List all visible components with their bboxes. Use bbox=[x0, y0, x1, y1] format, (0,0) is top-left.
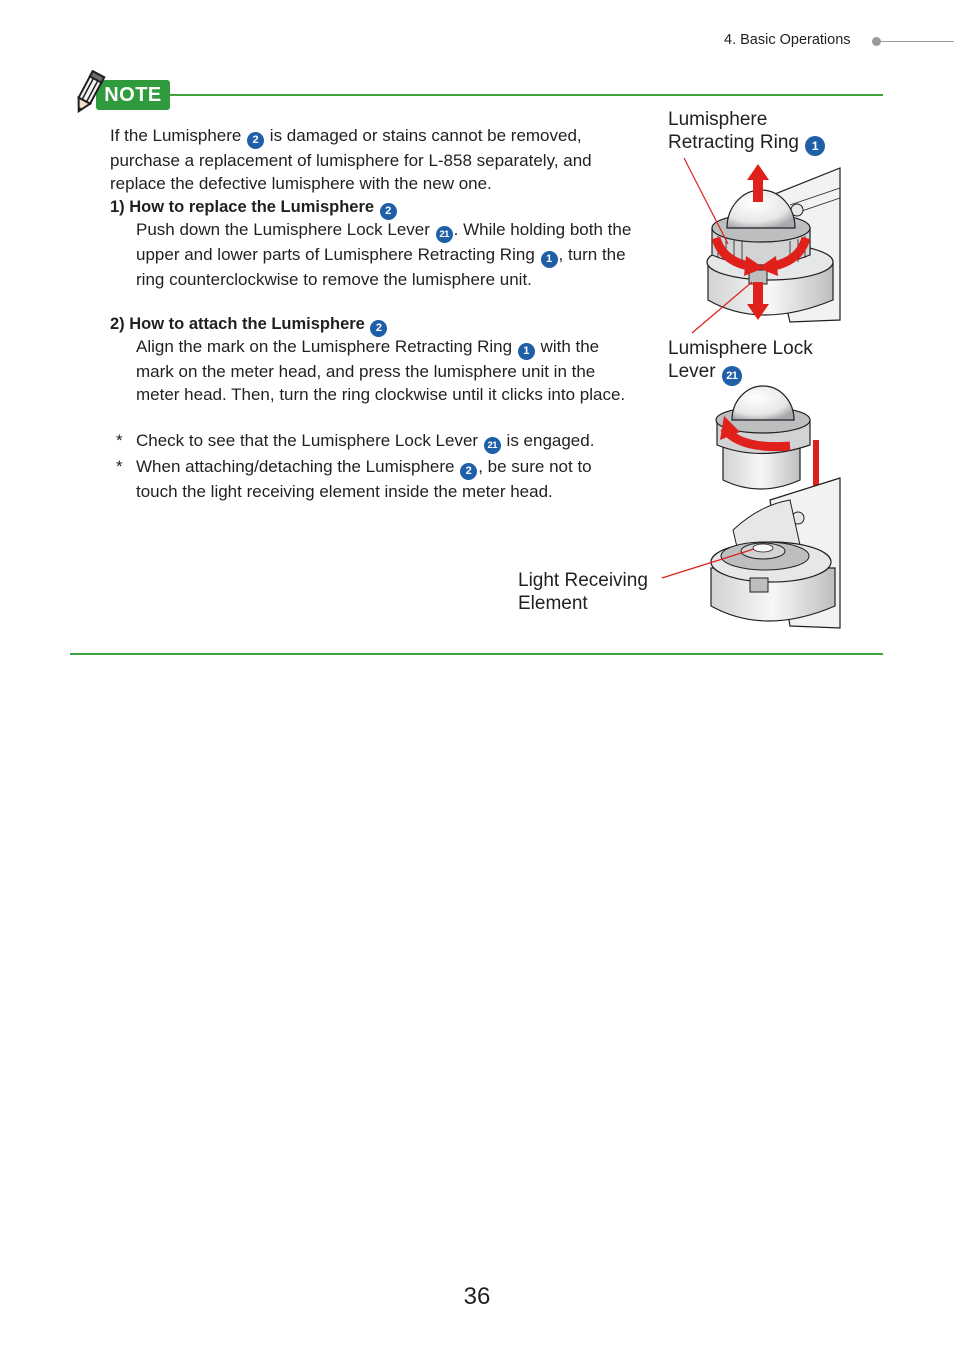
step2-body: Align the mark on the Lumisphere Retracting Ring 1 with the mark on the meter head, and press the lumisphere unit in the meter head. Then, turn the ring clockwise until it clicks into place. bbox=[136, 337, 626, 404]
badge-2-icon: 2 bbox=[247, 132, 264, 149]
step1-body: Push down the Lumisphere Lock Lever 21 . While holding both the upper and lower parts of Lumisphere Retracting Ring 1 , turn the ring counterclockwise to remove the lumisphere unit. bbox=[136, 220, 632, 289]
badge-21-icon: 21 bbox=[484, 437, 501, 454]
note-bullet: * bbox=[116, 431, 123, 450]
label-light-receiving-element: Light Receiving Element bbox=[518, 570, 648, 614]
label-lock-lever: Lumisphere Lock Lever 21 bbox=[668, 337, 858, 386]
page-number: 36 bbox=[463, 1283, 491, 1310]
badge-2-icon: 2 bbox=[370, 320, 387, 337]
badge-1-icon: 1 bbox=[518, 343, 535, 360]
note-bullet: * bbox=[116, 457, 123, 476]
lumisphere-unit bbox=[716, 386, 810, 489]
note-item: When attaching/detaching the Lumisphere 2 , be sure not to touch the light receiving element inside the meter head. bbox=[136, 457, 592, 501]
note-badge: NOTE bbox=[96, 80, 170, 110]
badge-1-icon: 1 bbox=[541, 251, 558, 268]
badge-2-icon: 2 bbox=[460, 463, 477, 480]
badge-1-icon: 1 bbox=[805, 136, 825, 156]
badge-21-icon: 21 bbox=[436, 226, 453, 243]
badge-2-icon: 2 bbox=[380, 203, 397, 220]
note-bottom-rule bbox=[70, 653, 883, 655]
section-label: 4. Basic Operations bbox=[724, 32, 851, 48]
meter-head-bottom bbox=[711, 478, 840, 628]
note-item: Check to see that the Lumisphere Lock Lever 21 is engaged. bbox=[136, 429, 636, 454]
step2-heading: 2) How to attach the Lumisphere 2 bbox=[110, 313, 388, 337]
badge-21-icon: 21 bbox=[722, 366, 742, 386]
step1-heading: 1) How to replace the Lumisphere 2 bbox=[110, 196, 398, 220]
note-intro: If the Lumisphere 2 is damaged or stains cannot be removed, purchase a replacement of lumisphere for L-858 separately, and replace the defective lumisphere with the new one. bbox=[110, 126, 592, 193]
label-retracting-ring: Lumisphere Retracting Ring 1 bbox=[668, 108, 858, 156]
